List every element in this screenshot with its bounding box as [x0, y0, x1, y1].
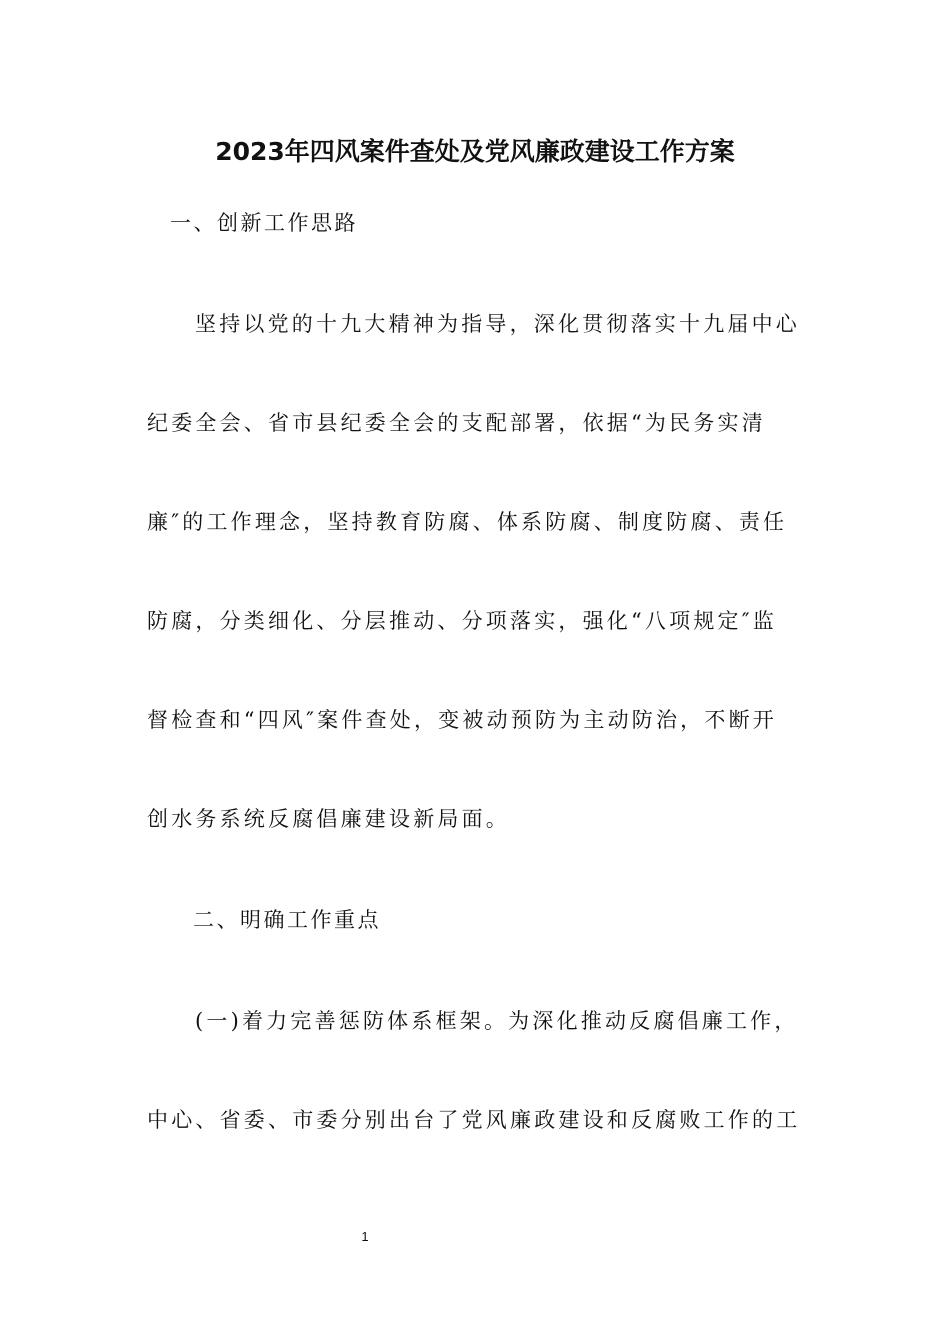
paragraph-line: 督检查和“四风″案件查处，变被动预防为主动防治，不断开: [147, 708, 777, 732]
section-heading-focus: 二、明确工作重点: [193, 908, 381, 932]
page-number: 1: [361, 1229, 369, 1244]
paragraph-line: (一)着力完善惩防体系框架。为深化推动反腐倡廉工作，: [195, 1009, 799, 1033]
paragraph-line: 坚持以党的十九大精神为指导，深化贯彻落实十九届中心: [195, 312, 800, 336]
paragraph-line: 廉″的工作理念，坚持教育防腐、体系防腐、制度防腐、责任: [147, 510, 788, 534]
paragraph-line: 创水务系统反腐倡廉建设新局面。: [147, 807, 510, 831]
paragraph-line: 纪委全会、省市县纪委全会的支配部署，依据“为民务实清: [147, 411, 766, 435]
paragraph-line: 防腐，分类细化、分层推动、分项落实，强化“八项规定″监: [147, 609, 777, 633]
paragraph-line: 中心、省委、市委分别出台了党风廉政建设和反腐败工作的工: [147, 1108, 801, 1132]
document-title: 2023年四风案件查处及党风廉政建设工作方案: [215, 137, 735, 166]
section-heading-innovation: 一、创新工作思路: [170, 211, 358, 235]
